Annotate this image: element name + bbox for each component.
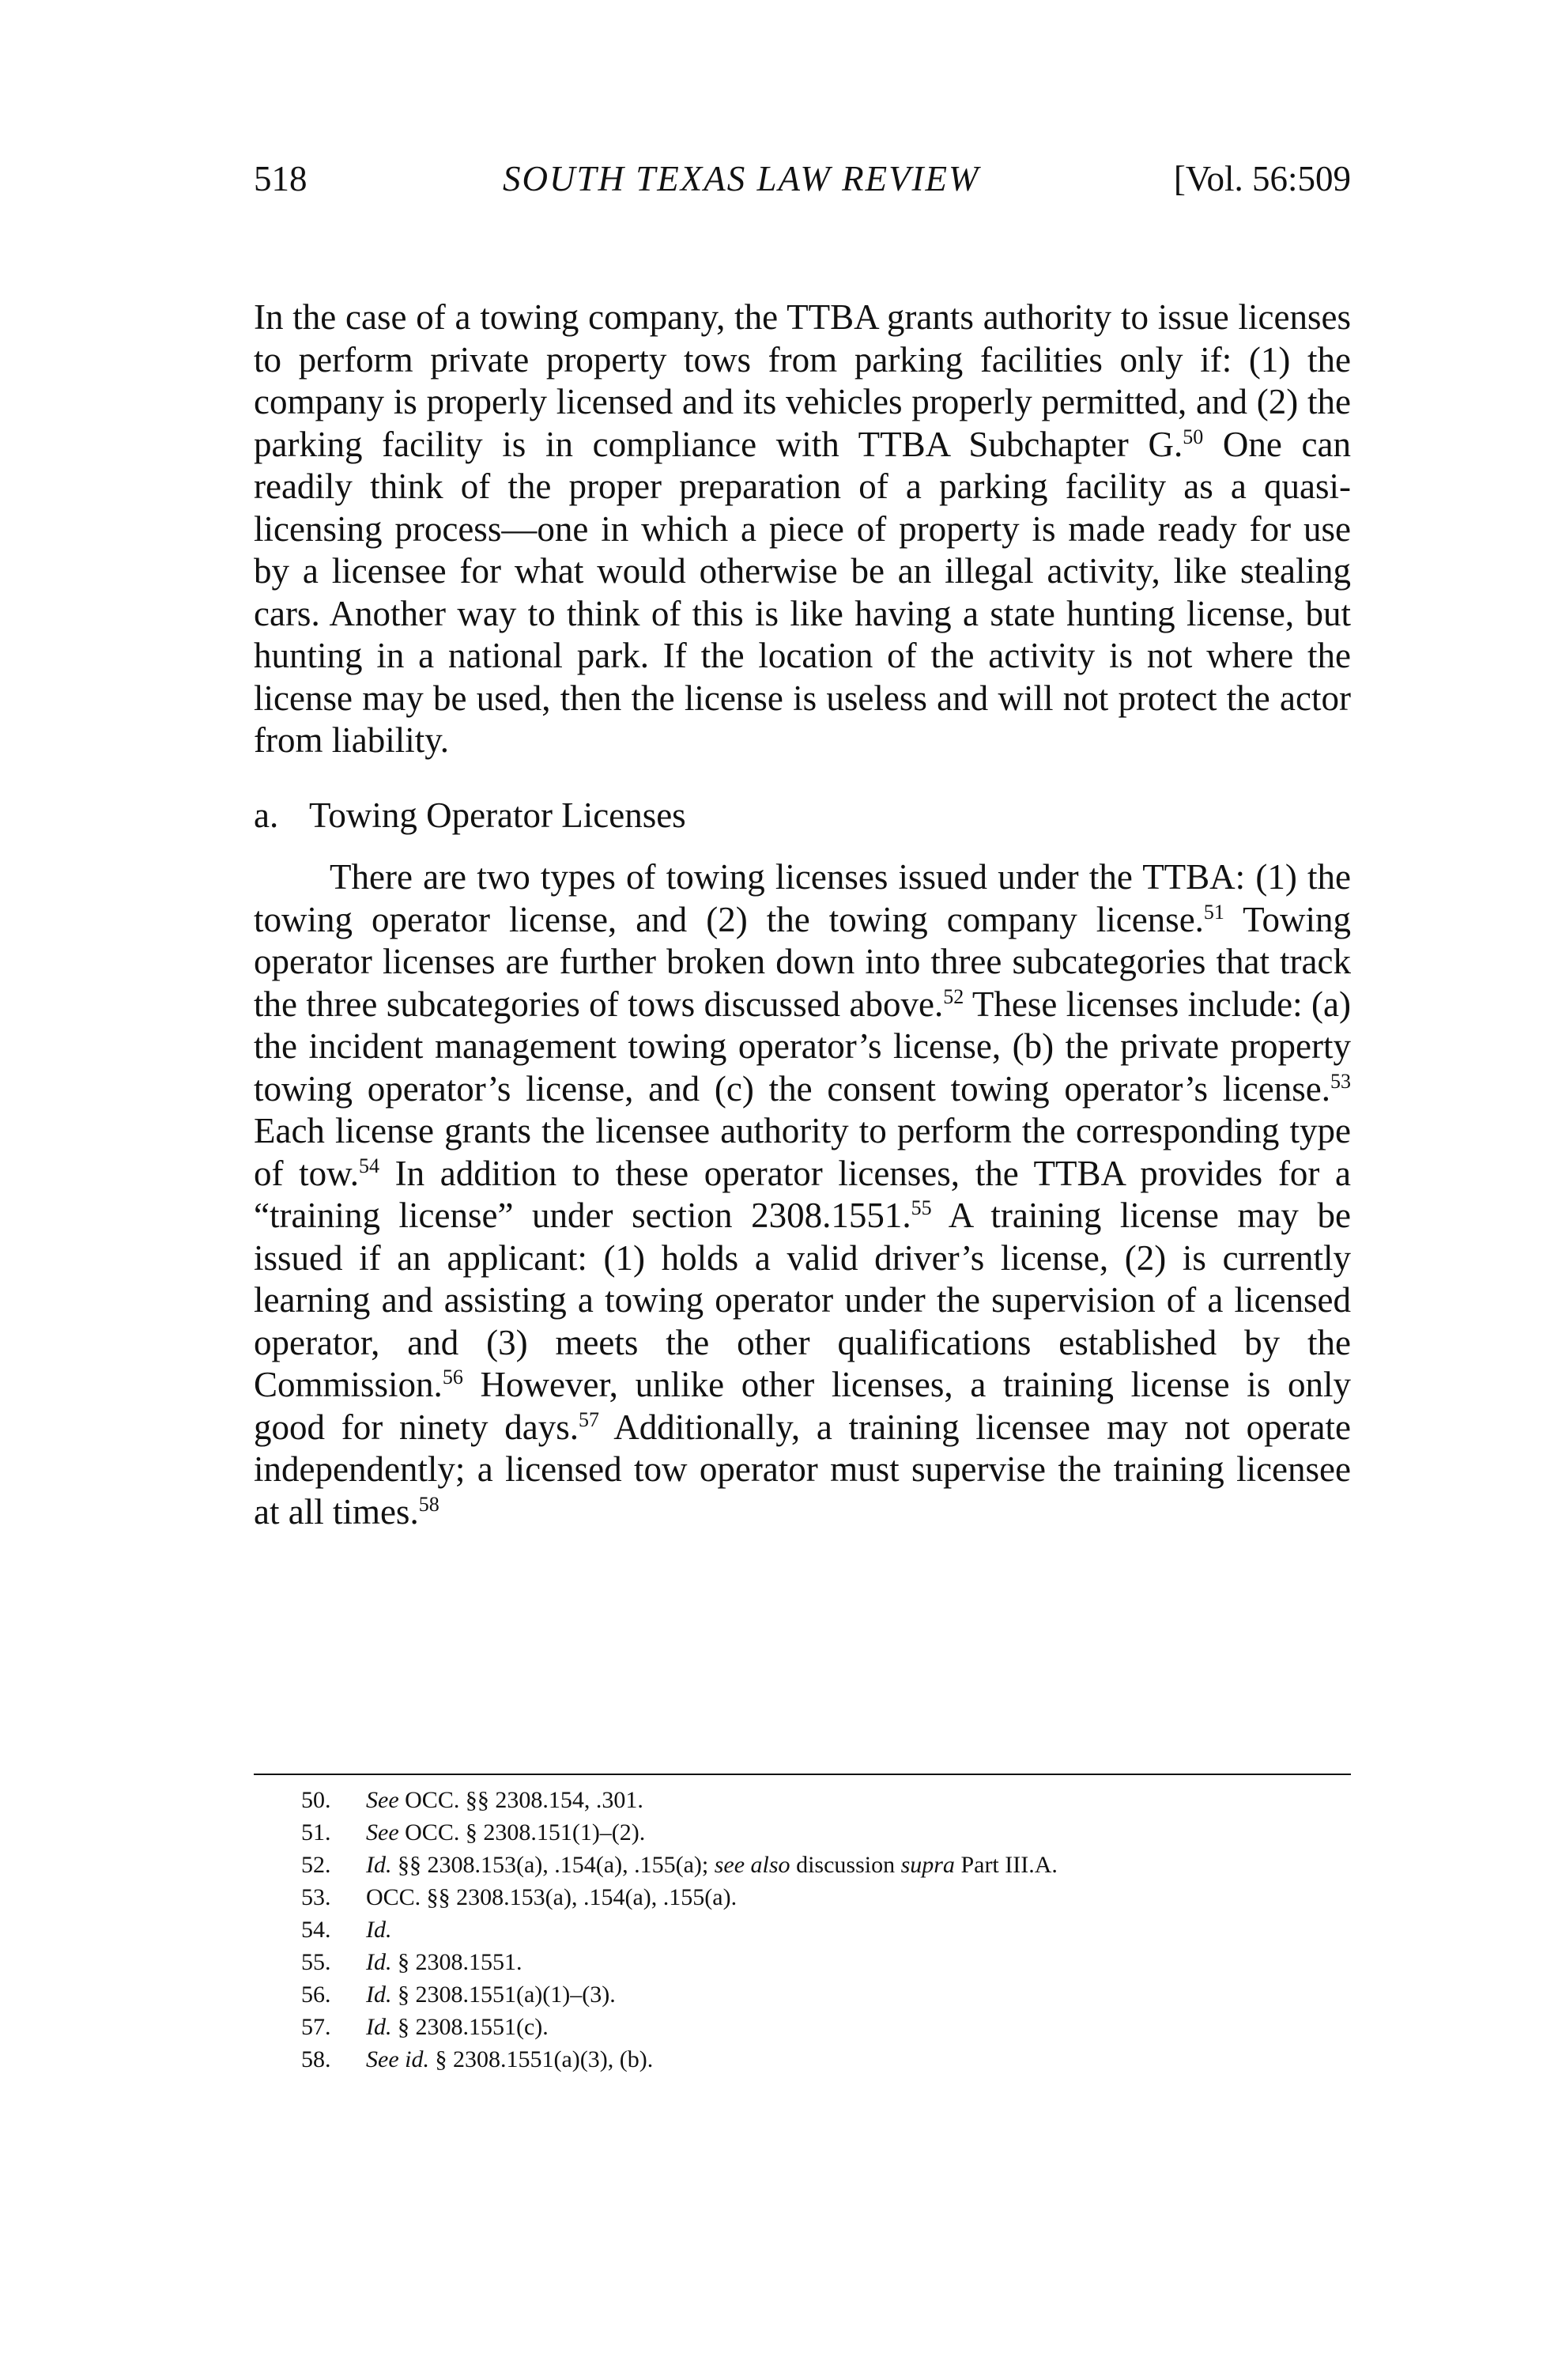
footnote-number: 54. bbox=[301, 1917, 331, 1943]
journal-title: SOUTH TEXAS LAW REVIEW bbox=[503, 159, 980, 198]
footnote-ref-54[interactable]: 54 bbox=[358, 1154, 379, 1177]
paragraph-2-text-d: Each license grants the licensee authority to perform the corresponding type of tow. bbox=[254, 1111, 1351, 1193]
footnote-58 bbox=[254, 2043, 1351, 2076]
footnote-ref-53[interactable]: 53 bbox=[1330, 1069, 1351, 1093]
footnote-signal: See bbox=[366, 1787, 399, 1813]
footnote-signal-2: see also bbox=[708, 1852, 790, 1878]
footnote-ref-50[interactable]: 50 bbox=[1183, 425, 1204, 448]
footnote-text: § 2308.1551. bbox=[391, 1949, 523, 1975]
page-number: 518 bbox=[254, 159, 307, 198]
footnote-54 bbox=[254, 1913, 1351, 1946]
footnote-text: § 2308.1551(c). bbox=[391, 2014, 549, 2040]
paragraph-2 bbox=[254, 856, 1351, 1533]
footnote-56 bbox=[254, 1978, 1351, 2011]
footnote-signal: Id. bbox=[366, 1949, 392, 1975]
footnote-text: §§ 2308.153(a), .154(a), .155(a); bbox=[391, 1852, 709, 1878]
footnote-signal: See id. bbox=[366, 2046, 429, 2072]
footnote-ref-55[interactable]: 55 bbox=[911, 1196, 932, 1219]
footnotes bbox=[254, 1784, 1351, 2076]
footnote-57 bbox=[254, 2011, 1351, 2043]
footnote-number: 51. bbox=[301, 1819, 331, 1845]
paragraph-2-text-b: Towing operator licenses are further broken down into three subcategories that track the three subcategories of tows discussed above. bbox=[254, 899, 1351, 1024]
footnote-text: OCC. § 2308.151(1)–(2). bbox=[398, 1819, 646, 1845]
paragraph-2-text-g: However, unlike other licenses, a training license is only good for ninety days. bbox=[254, 1365, 1351, 1447]
footnote-ref-51[interactable]: 51 bbox=[1203, 900, 1224, 924]
footnote-signal: See bbox=[366, 1819, 399, 1845]
footnote-text: OCC. §§ 2308.153(a), .154(a), .155(a). bbox=[366, 1884, 738, 1910]
footnote-signal: Id. bbox=[366, 2014, 392, 2040]
footnote-number: 55. bbox=[301, 1949, 331, 1975]
footnote-50 bbox=[254, 1784, 1351, 1816]
paragraph-2-text-e: In addition to these operator licenses, the TTBA provides for a “training license” under section 2308.1551. bbox=[254, 1153, 1351, 1235]
footnote-ref-57[interactable]: 57 bbox=[579, 1407, 600, 1431]
footnote-ref-52[interactable]: 52 bbox=[943, 984, 964, 1008]
footnote-number: 52. bbox=[301, 1852, 331, 1878]
running-header bbox=[254, 158, 1351, 206]
footnote-text: OCC. §§ 2308.154, .301. bbox=[398, 1787, 643, 1813]
footnote-signal: Id. bbox=[366, 1981, 392, 2008]
volume-citation: [Vol. 56:509 bbox=[1173, 159, 1351, 198]
paragraph-2-text-h: Additionally, a training licensee may not operate independently; a licensed tow operator must supervise the training licensee at all times. bbox=[254, 1407, 1352, 1532]
footnote-number: 57. bbox=[301, 2014, 331, 2040]
footnote-signal: Id. bbox=[366, 1917, 392, 1943]
footnote-53 bbox=[254, 1881, 1351, 1913]
body-text-2 bbox=[254, 856, 1351, 1533]
footnote-number: 56. bbox=[301, 1981, 331, 2008]
footnote-ref-56[interactable]: 56 bbox=[442, 1366, 463, 1388]
paragraph-2-text-f: A training license may be issued if an applicant: (1) holds a valid driver’s license, (2) is currently learning and assisting a towing operator under the supervision of a licensed operator, and (3) meets the other qualifications established by the Commission. bbox=[254, 1196, 1351, 1404]
footnote-51 bbox=[254, 1816, 1351, 1849]
footnote-text: § 2308.1551(a)(1)–(3). bbox=[391, 1981, 616, 2008]
footnote-ref-58[interactable]: 58 bbox=[418, 1492, 440, 1516]
footnote-52 bbox=[254, 1849, 1351, 1881]
paragraph-2-text-a: There are two types of towing licenses issued under the TTBA: (1) the towing operator license, and (2) the towing company license. bbox=[254, 857, 1351, 939]
footnote-text: § 2308.1551(a)(3), (b). bbox=[428, 2046, 654, 2072]
footnote-text-2: discussion bbox=[790, 1852, 896, 1878]
footnote-signal: Id. bbox=[366, 1852, 392, 1878]
footnote-text-3: Part III.A. bbox=[954, 1852, 1058, 1878]
paragraph-1-text-b: One can readily think of the proper preparation of a parking facility as a quasi-licensing process—one in which a piece of property is made ready for use by a licensee for what would otherwise be an illegal activity, like stealing cars. Another way to think of this is like having a state hunting license, but hunting in a national park. If the location of the activity is not where the license may be used, then the license is useless and will not protect the actor from liability. bbox=[254, 424, 1351, 760]
footnote-divider bbox=[254, 1774, 1351, 1775]
footnote-55 bbox=[254, 1946, 1351, 1978]
paragraph-2-text-c: These licenses include: (a) the incident management towing operator’s license, (b) the private property towing operator’s license, and (c) the consent towing operator’s license. bbox=[254, 984, 1352, 1109]
paragraph-1 bbox=[254, 297, 1351, 762]
footnote-signal-3: supra bbox=[895, 1852, 955, 1878]
section-heading bbox=[254, 795, 686, 836]
paragraph-1-text-a: In the case of a towing company, the TTBA grants authority to issue licenses to perform private property tows from parking facilities only if: (1) the company is properly licensed and its vehicles properly permitted, and (2) the parking facility is in compliance with TTBA Subchapter G. bbox=[254, 297, 1351, 464]
footnote-number: 53. bbox=[301, 1884, 331, 1910]
footnote-number: 58. bbox=[301, 2046, 331, 2072]
footnote-number: 50. bbox=[301, 1787, 331, 1813]
section-heading-text: Towing Operator Licenses bbox=[309, 795, 686, 835]
section-heading-label: a. bbox=[254, 795, 279, 835]
body-text-1 bbox=[254, 297, 1351, 762]
